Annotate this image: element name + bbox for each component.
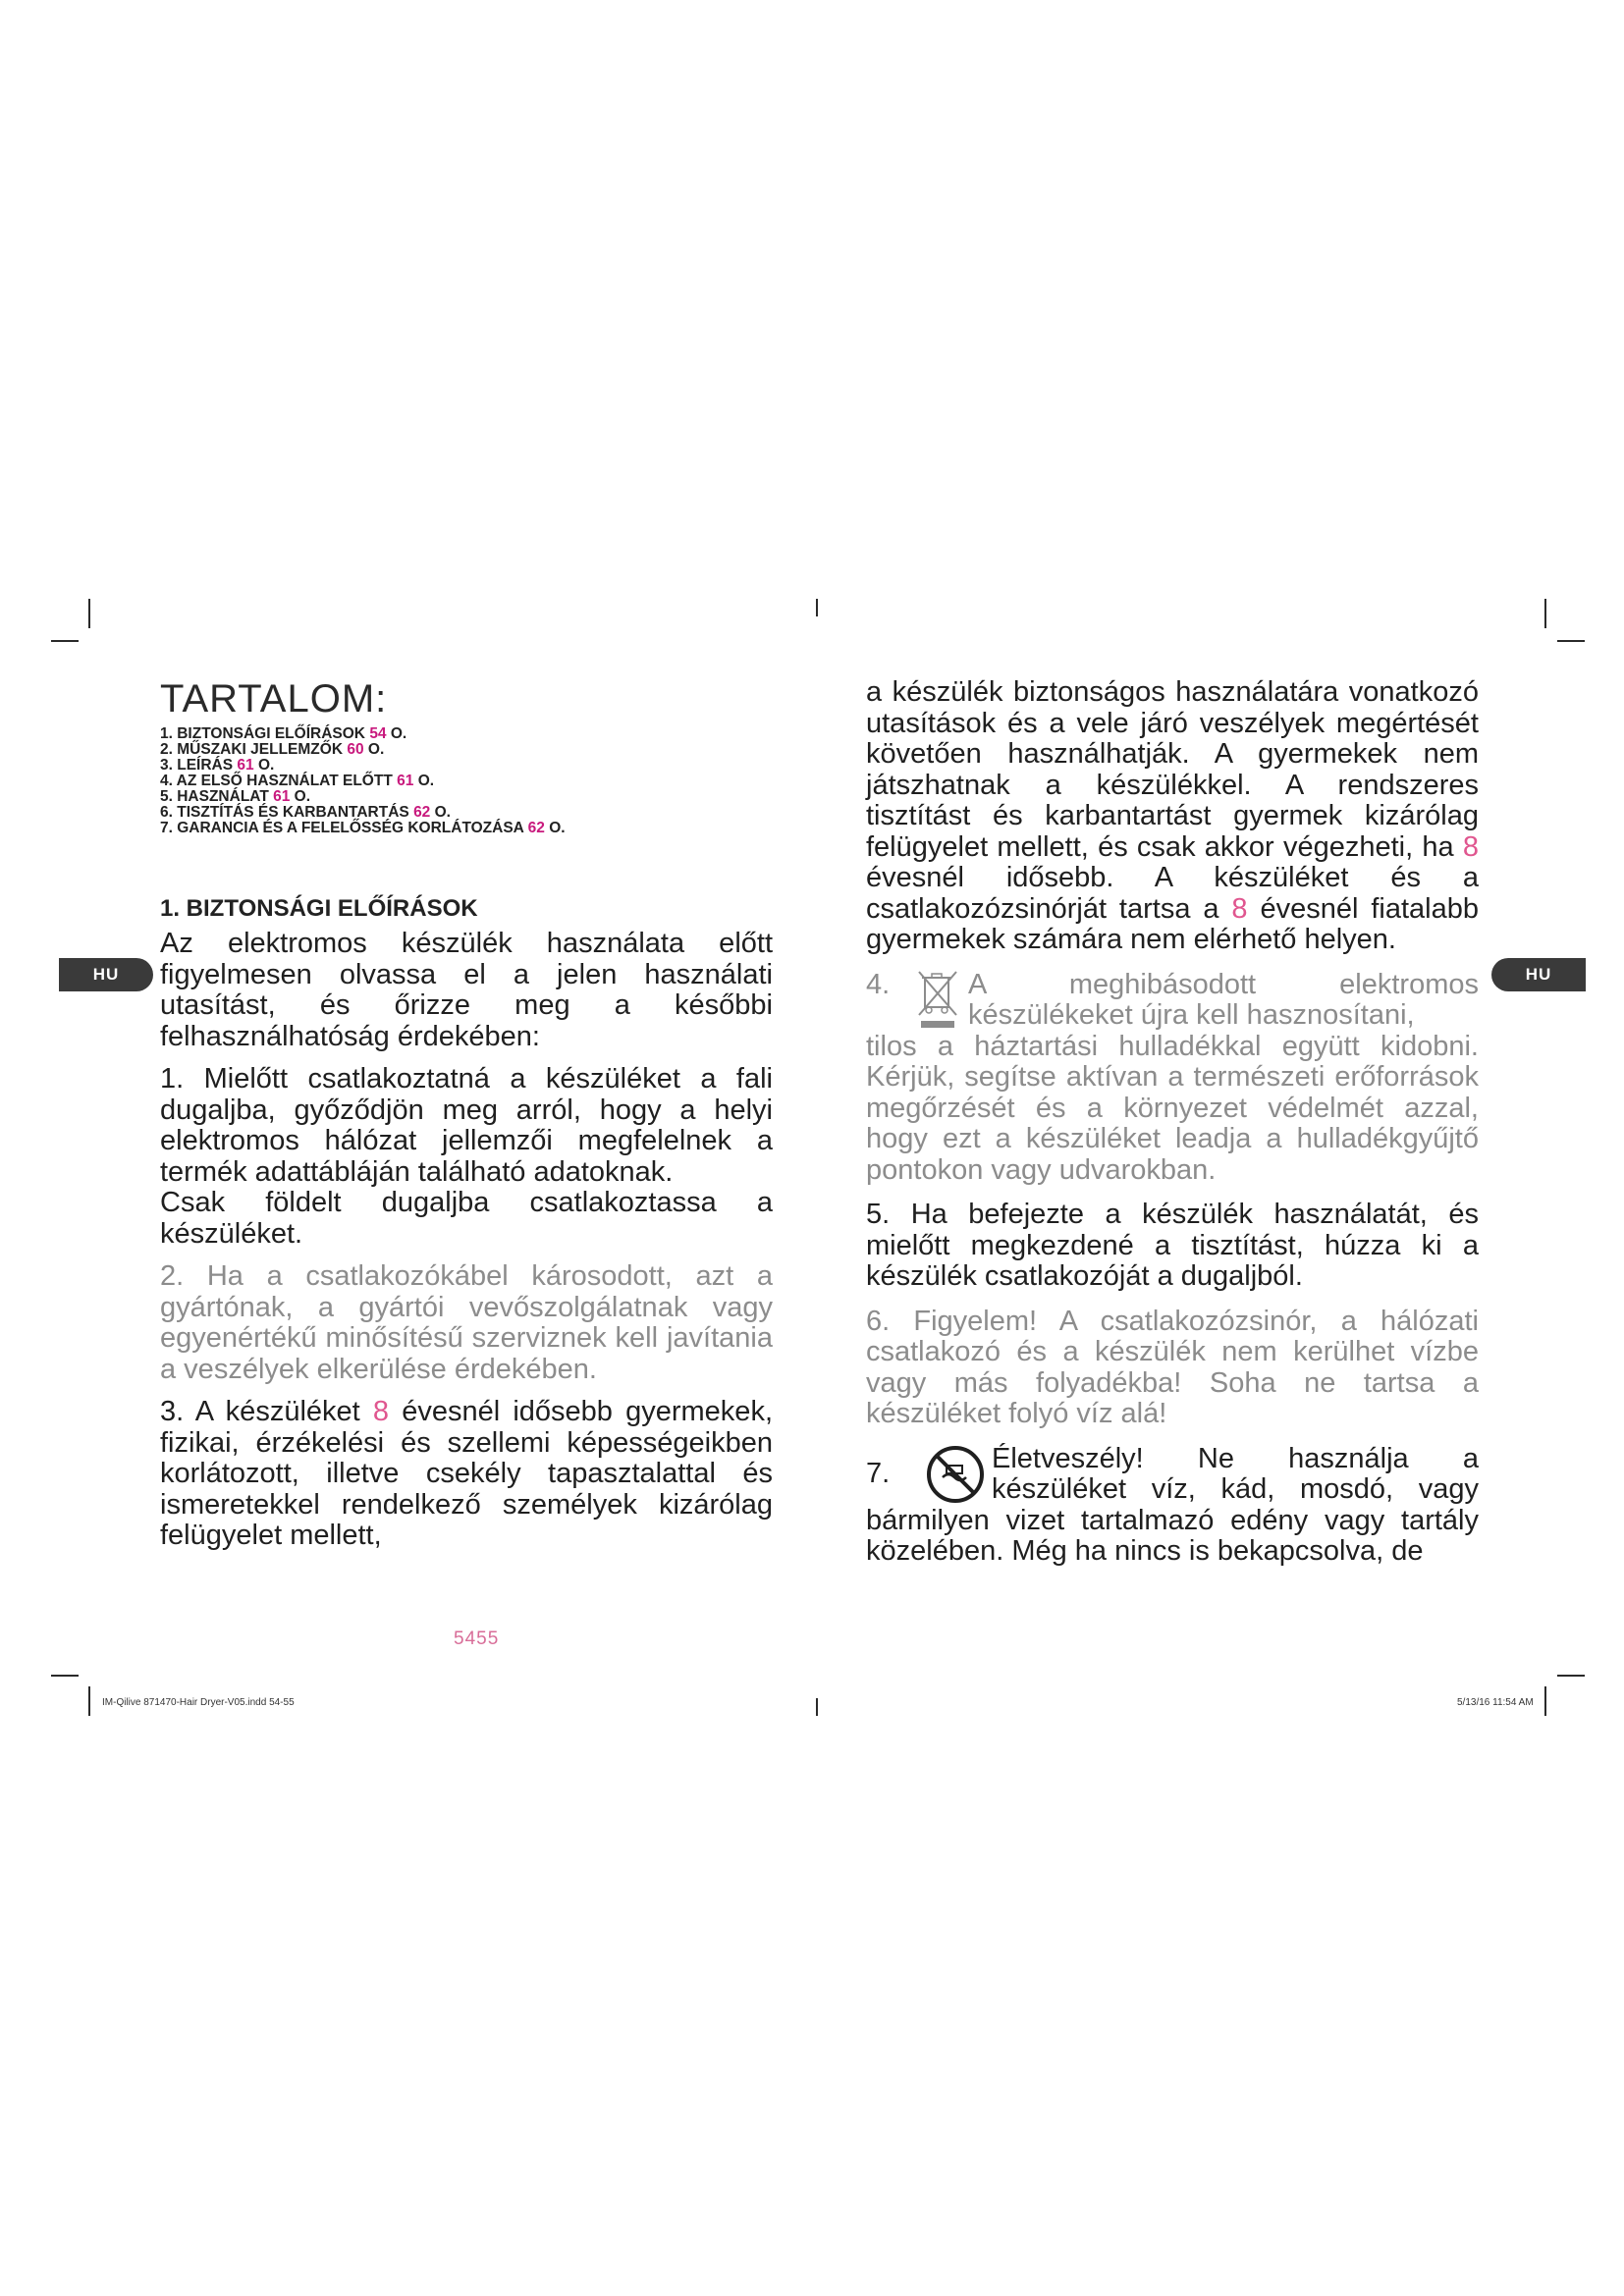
toc-item: 5. HASZNÁLAT 61 O. — [160, 788, 311, 805]
weee-bin-icon — [915, 970, 960, 1031]
paragraph-1: 1. Mielőtt csatlakoztatná a készüléket a fali dugaljba, győződjön meg arról, hogy a helyi elektromos hálózat jellemzői megfelelnek a termék adattábláján található adatoknak. — [160, 1063, 773, 1188]
crop-mark — [51, 640, 79, 642]
crop-mark — [1557, 1675, 1585, 1677]
paragraph-6: 6. Figyelem! A csatlakozózsinór, a hálózati csatlakozó és a készülék nem kerülhet vízbe vagy más folyadékba! Soha ne tartsa a készüléket folyó víz alá! — [866, 1305, 1479, 1429]
paragraph-7-line2: készüléket víz, kád, mosdó, vagy — [992, 1473, 1479, 1505]
paragraph-2: 2. Ha a csatlakozókábel károsodott, azt a gyártónak, a gyártói vevőszolgálatnak vagy egyenértékű minősítésű szerviznek kell javítania a veszélyek elkerülése érdekében. — [160, 1260, 773, 1385]
footer-file-name: IM-Qilive 871470-Hair Dryer-V05.indd 54-55 — [102, 1697, 295, 1708]
paragraph-4-line2: készülékeket újra kell hasznosítani, — [968, 999, 1415, 1031]
toc-item: 2. MŰSZAKI JELLEMZŐK 60 O. — [160, 741, 385, 758]
toc-item: 4. AZ ELSŐ HASZNÁLAT ELŐTT 61 O. — [160, 773, 435, 789]
paragraph-1b: Csak földelt dugaljba csatlakoztassa a készüléket. — [160, 1187, 773, 1250]
crop-mark — [88, 1686, 90, 1716]
toc-item: 7. GARANCIA ÉS A FELELŐSSÉG KORLÁTOZÁSA 62 O. — [160, 820, 566, 836]
toc-title: TARTALOM: — [160, 677, 388, 721]
toc-item: 6. TISZTÍTÁS ÉS KARBANTARTÁS 62 O. — [160, 804, 451, 821]
paragraph-4-number: 4. — [866, 968, 891, 1000]
paragraph-7-rest: bármilyen vizet tartalmazó edény vagy tartály közelében. Még ha nincs is bekapcsolva, de — [866, 1504, 1479, 1567]
intro-paragraph: Az elektromos készülék használata előtt figyelmesen olvassa el a jelen használati utasítást, és őrizze meg a későbbi felhasználhatóság érdekében: — [160, 928, 773, 1052]
paragraph-7 — [866, 1444, 1479, 1568]
left-column — [160, 929, 773, 1552]
toc-item: 3. LEÍRÁS 61 O. — [160, 757, 275, 774]
toc-item: 1. BIZTONSÁGI ELŐÍRÁSOK 54 O. — [160, 725, 407, 742]
crop-mark — [88, 599, 90, 628]
paragraph-5: 5. Ha befejezte a készülék használatát, és mielőtt megkezdené a tisztítást, húzza ki a készülék csatlakozóját a dugaljból. — [866, 1199, 1479, 1292]
paragraph-4-line1: A meghibásodott elektromos — [968, 968, 1479, 1000]
no-water-icon — [925, 1444, 986, 1505]
page-number: 5455 — [454, 1629, 500, 1649]
crop-mark — [816, 1698, 818, 1716]
paragraph-7-number: 7. — [866, 1458, 891, 1490]
paragraph-3-continued: a készülék biztonságos használatára vonatkozó utasítások és a vele járó veszélyek megértését követően használhatják. A gyermekek nem játszhatnak a készülékkel. A rendszeres tisztítást és karbantartást gyermek kizárólag felügyelet mellett, és csak akkor végezheti, ha 8 évesnél idősebb. A készüléket és a csatlakozózsinórját tartsa a 8 évesnél fiatalabb gyermekek számára nem elérhető helyen. — [866, 676, 1480, 955]
crop-mark — [1557, 640, 1585, 642]
crop-mark — [1544, 599, 1546, 628]
paragraph-7-line1: Életveszély! Ne használja a — [992, 1442, 1479, 1474]
crop-mark — [51, 1675, 79, 1677]
footer-timestamp: 5/13/16 11:54 AM — [1457, 1697, 1534, 1708]
paragraph-3: 3. A készüléket 8 évesnél idősebb gyermekek, fizikai, érzékelési és szellemi képességeikben korlátozott, illetve csekély tapasztalattal és ismeretekkel rendelkező személyek kizárólag felügyelet mellett, — [160, 1396, 773, 1551]
crop-mark — [816, 599, 818, 616]
paragraph-4 — [866, 970, 1479, 1187]
table-of-contents — [160, 726, 749, 836]
section-heading: 1. BIZTONSÁGI ELŐÍRÁSOK — [160, 895, 478, 922]
crop-mark — [1544, 1686, 1546, 1716]
language-tab-left: HU — [59, 958, 153, 991]
right-column — [866, 677, 1479, 1568]
paragraph-4-rest: tilos a háztartási hulladékkal együtt kidobni. Kérjük, segítse aktívan a természeti erőforrások megőrzését és a környezet védelmét azzal, hogy ezt a készüléket leadja a hulladékgyűjtő pontokon vagy udvarokban. — [866, 1030, 1479, 1186]
language-tab-right: HU — [1491, 958, 1586, 991]
